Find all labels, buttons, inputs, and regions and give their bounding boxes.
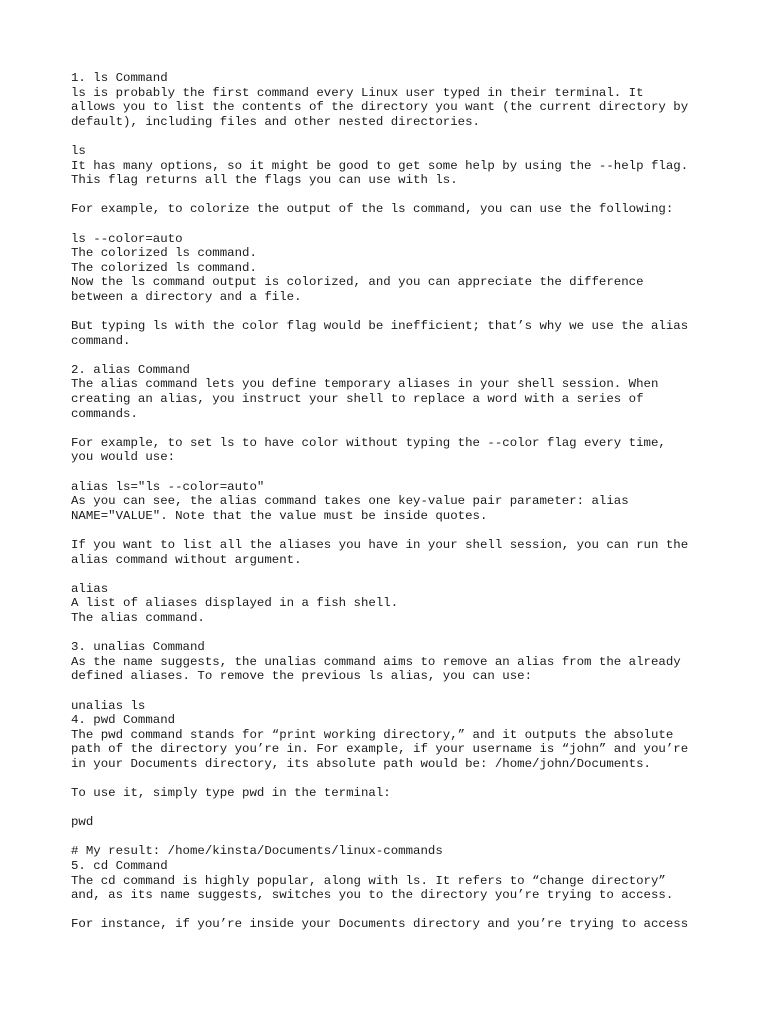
text-line: The alias command. xyxy=(71,610,205,625)
text-line: For example, to colorize the output of the ls command, you can use the following: xyxy=(71,202,674,217)
text-line: The pwd command stands for “print working directory,” and it outputs the absolute xyxy=(71,727,674,742)
text-line: Now the ls command output is colorized, and you can appreciate the difference xyxy=(71,275,644,290)
blank-line xyxy=(71,626,731,641)
text-line: command. xyxy=(71,333,131,348)
blank-line xyxy=(71,772,731,787)
text-line: between a directory and a file. xyxy=(71,289,302,304)
text-line: alias command without argument. xyxy=(71,552,302,567)
blank-line xyxy=(71,523,731,538)
blank-line xyxy=(71,421,731,436)
blank-line xyxy=(71,830,731,845)
text-line: ls --color=auto xyxy=(71,231,183,246)
blank-line xyxy=(71,465,731,480)
text-line: As you can see, the alias command takes one key-value pair parameter: alias xyxy=(71,494,629,509)
blank-line xyxy=(71,567,731,582)
text-line: For example, to set ls to have color without typing the --color flag every time, xyxy=(71,435,666,450)
text-line: path of the directory you’re in. For example, if your username is “john” and you’re xyxy=(71,742,689,757)
text-line: 1. ls Command xyxy=(71,71,168,85)
document-page xyxy=(71,71,731,932)
text-line: # My result: /home/kinsta/Documents/linux-commands xyxy=(71,844,443,859)
text-line: 3. unalias Command xyxy=(71,640,205,655)
text-line: 2. alias Command xyxy=(71,362,190,377)
blank-line xyxy=(71,903,731,918)
blank-line xyxy=(71,801,731,816)
blank-line xyxy=(71,684,731,699)
text-line: A list of aliases displayed in a fish shell. xyxy=(71,596,399,611)
text-line: If you want to list all the aliases you have in your shell session, you can run the xyxy=(71,538,689,552)
text-line: The colorized ls command. xyxy=(71,260,257,275)
text-line: unalias ls xyxy=(71,698,146,713)
text-line: alias ls="ls --color=auto" xyxy=(71,479,265,494)
text-line: The alias command lets you define temporary aliases in your shell session. When xyxy=(71,377,659,392)
text-line: The colorized ls command. xyxy=(71,246,257,261)
text-line: The cd command is highly popular, along with ls. It refers to “change directory” xyxy=(71,873,666,888)
text-line: 4. pwd Command xyxy=(71,713,176,728)
text-line: in your Documents directory, its absolute path would be: /home/john/Documents. xyxy=(71,756,651,771)
text-line: alias xyxy=(71,581,109,596)
text-line: ls xyxy=(71,143,86,158)
text-line: ls is probably the first command every Linux user typed in their terminal. It xyxy=(71,85,644,100)
text-line: pwd xyxy=(71,815,94,830)
text-line: 5. cd Command xyxy=(71,859,168,874)
text-line: creating an alias, you instruct your shell to replace a word with a series of xyxy=(71,392,644,407)
text-line: you would use: xyxy=(71,450,176,465)
text-line: But typing ls with the color flag would be inefficient; that’s why we use the alias xyxy=(71,319,689,334)
text-line: For instance, if you’re inside your Documents directory and you’re trying to access xyxy=(71,917,689,932)
text-line: To use it, simply type pwd in the terminal: xyxy=(71,786,391,801)
blank-line xyxy=(71,129,731,144)
text-line: This flag returns all the flags you can use with ls. xyxy=(71,173,458,188)
text-line: commands. xyxy=(71,406,138,421)
blank-line xyxy=(71,305,731,320)
text-line: defined aliases. To remove the previous ls alias, you can use: xyxy=(71,669,533,684)
blank-line xyxy=(71,188,731,203)
document-body xyxy=(71,71,731,932)
text-line: As the name suggests, the unalias command aims to remove an alias from the already xyxy=(71,654,681,669)
text-line: It has many options, so it might be good to get some help by using the --help flag. xyxy=(71,158,689,173)
text-line: NAME="VALUE". Note that the value must be inside quotes. xyxy=(71,508,488,523)
text-line: allows you to list the contents of the directory you want (the current directory by xyxy=(71,100,689,115)
text-line: and, as its name suggests, switches you to the directory you’re trying to access. xyxy=(71,888,674,903)
blank-line xyxy=(71,348,731,363)
blank-line xyxy=(71,217,731,232)
text-line: default), including files and other nested directories. xyxy=(71,114,480,129)
